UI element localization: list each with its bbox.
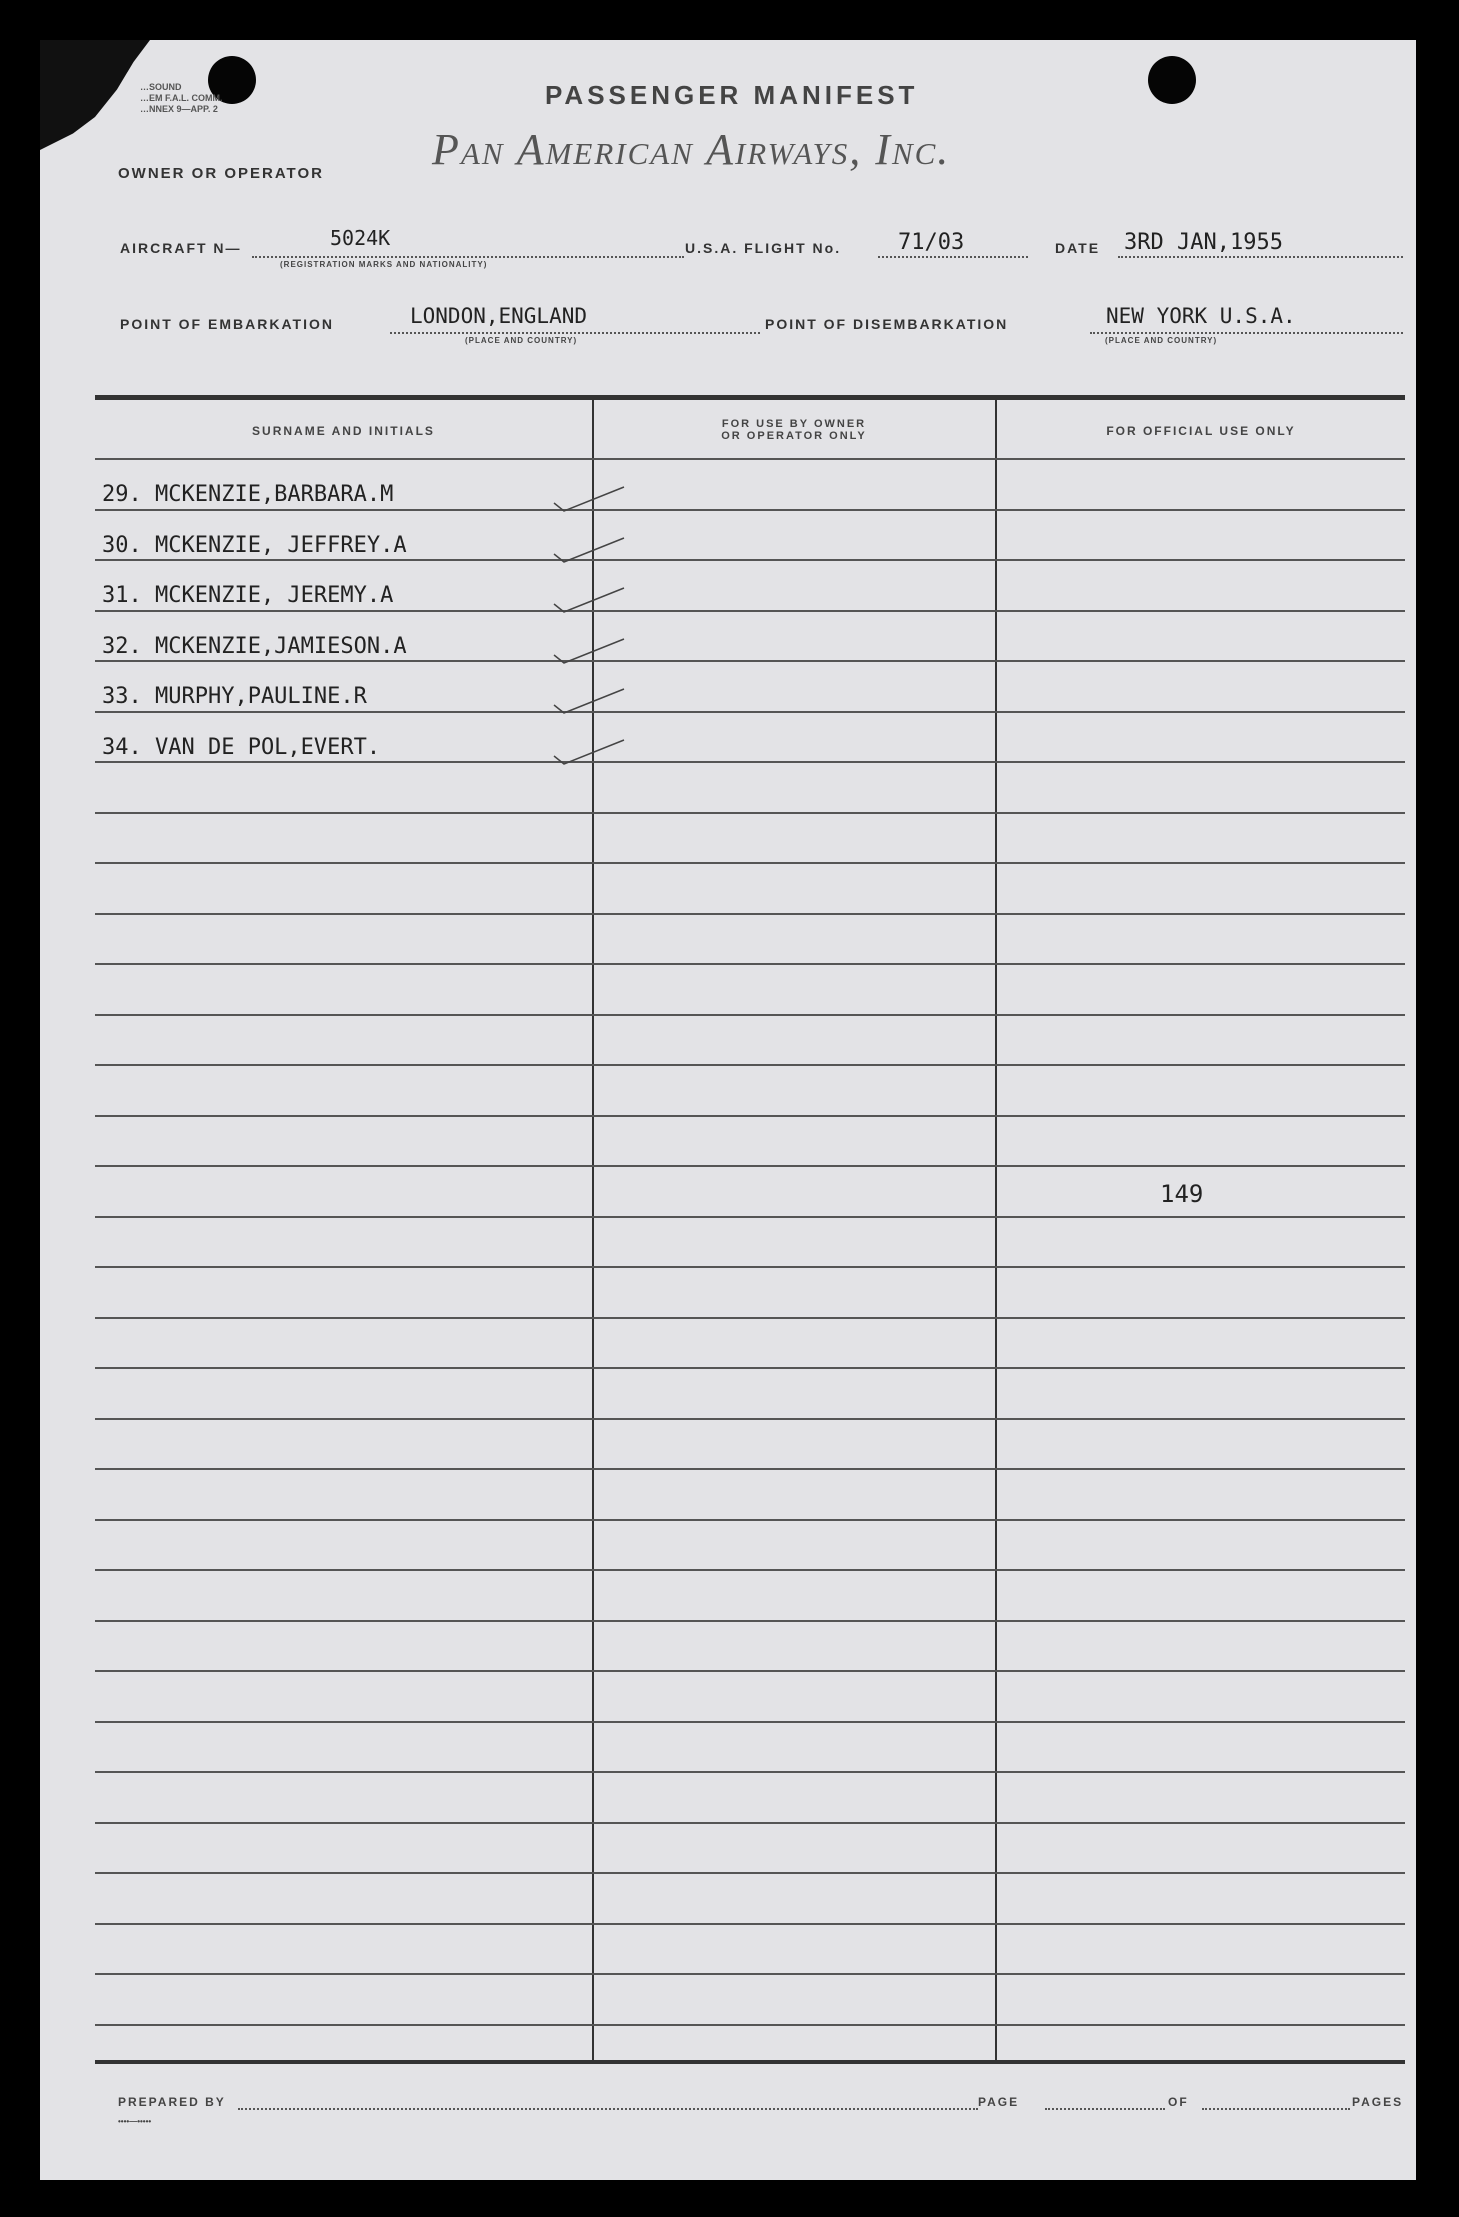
check-mark-icon bbox=[550, 586, 630, 616]
table-rule bbox=[95, 1822, 1405, 1824]
passenger-entry: 30. MCKENZIE, JEFFREY.A bbox=[102, 532, 407, 558]
table-top-rule bbox=[95, 395, 1405, 400]
page-line bbox=[1045, 2108, 1165, 2110]
passenger-entry: 33. MURPHY,PAULINE.R bbox=[102, 684, 367, 709]
table-bottom-rule bbox=[95, 2060, 1405, 2064]
column-header-owner: FOR USE BY OWNER OR OPERATOR ONLY bbox=[721, 418, 867, 442]
table-rule bbox=[95, 1115, 1405, 1117]
table-rule bbox=[95, 1620, 1405, 1622]
column-header-surname: SURNAME AND INITIALS bbox=[252, 424, 435, 438]
column-divider-2 bbox=[995, 400, 997, 2060]
table-rule bbox=[95, 660, 1405, 662]
print-code: ••••—••••• bbox=[118, 2117, 152, 2126]
table-rule bbox=[95, 1519, 1405, 1521]
table-rule bbox=[95, 711, 1405, 713]
table-rule bbox=[95, 1317, 1405, 1319]
embarkation-value: LONDON,ENGLAND bbox=[410, 304, 588, 328]
table-rule bbox=[95, 559, 1405, 561]
table-rule bbox=[95, 1721, 1405, 1723]
passenger-entry: 32. MCKENZIE,JAMIESON.A bbox=[102, 633, 407, 659]
table-rule bbox=[95, 610, 1405, 612]
date-line bbox=[1118, 256, 1403, 258]
table-rule bbox=[95, 1266, 1405, 1268]
embarkation-label: POINT OF EMBARKATION bbox=[120, 316, 334, 332]
punch-hole-right bbox=[1148, 56, 1196, 104]
embarkation-line bbox=[390, 332, 760, 334]
table-rule bbox=[95, 1216, 1405, 1218]
embarkation-sublabel: (PLACE AND COUNTRY) bbox=[465, 336, 578, 345]
table-rule bbox=[95, 963, 1405, 965]
date-value: 3RD JAN,1955 bbox=[1124, 230, 1283, 255]
aircraft-label: AIRCRAFT N— bbox=[120, 240, 242, 256]
table-rule bbox=[95, 1468, 1405, 1470]
form-reference: …SOUND …EM F.A.L. COMM. …NNEX 9—APP. 2 bbox=[140, 82, 223, 114]
check-mark-icon bbox=[550, 536, 630, 566]
table-rule bbox=[95, 1923, 1405, 1925]
table-rule bbox=[95, 1418, 1405, 1420]
flight-line bbox=[878, 256, 1028, 258]
table-rule bbox=[95, 1367, 1405, 1369]
table-rule bbox=[95, 1670, 1405, 1672]
check-mark-icon bbox=[550, 687, 630, 717]
company-name: Pan American Airways, Inc. bbox=[432, 125, 951, 174]
table-rule bbox=[95, 1014, 1405, 1016]
table-rule bbox=[95, 1569, 1405, 1571]
pages-label: PAGES bbox=[1352, 2095, 1404, 2109]
aircraft-value: 5024K bbox=[330, 226, 391, 250]
table-rule bbox=[95, 2024, 1405, 2026]
table-rule bbox=[95, 862, 1405, 864]
prepared-by-label: PREPARED BY bbox=[118, 2095, 226, 2109]
prepared-by-line bbox=[238, 2108, 978, 2110]
table-rule bbox=[95, 1064, 1405, 1066]
table-rule bbox=[95, 1872, 1405, 1874]
date-label: DATE bbox=[1055, 240, 1101, 256]
passenger-entry: 31. MCKENZIE, JEREMY.A bbox=[102, 583, 394, 608]
of-label: OF bbox=[1168, 2095, 1189, 2109]
disembarkation-line bbox=[1090, 332, 1403, 334]
flight-value: 71/03 bbox=[898, 230, 965, 255]
table-rule bbox=[95, 913, 1405, 915]
table-rule bbox=[95, 1973, 1405, 1975]
registration-sublabel: (REGISTRATION MARKS AND NATIONALITY) bbox=[280, 260, 488, 269]
of-line bbox=[1202, 2108, 1350, 2110]
owner-label: OWNER OR OPERATOR bbox=[118, 165, 324, 182]
check-mark-icon bbox=[550, 637, 630, 667]
page-number-stamp: 149 bbox=[1160, 1180, 1204, 1208]
table-rule bbox=[95, 1165, 1405, 1167]
manifest-title: PASSENGER MANIFEST bbox=[545, 80, 919, 110]
torn-corner bbox=[40, 40, 150, 150]
aircraft-line bbox=[252, 256, 684, 258]
disembarkation-label: POINT OF DISEMBARKATION bbox=[765, 316, 1009, 332]
passenger-entry: 29. MCKENZIE,BARBARA.M bbox=[102, 482, 394, 507]
passenger-entry: 34. VAN DE POL,EVERT. bbox=[102, 734, 381, 760]
table-rule bbox=[95, 458, 1405, 460]
page-label: PAGE bbox=[978, 2095, 1020, 2109]
disembarkation-sublabel: (PLACE AND COUNTRY) bbox=[1105, 336, 1218, 345]
table-rule bbox=[95, 509, 1405, 511]
table-rule bbox=[95, 1771, 1405, 1773]
table-rule bbox=[95, 812, 1405, 814]
column-header-official: FOR OFFICIAL USE ONLY bbox=[1106, 424, 1296, 438]
disembarkation-value: NEW YORK U.S.A. bbox=[1106, 304, 1296, 328]
check-mark-icon bbox=[550, 738, 630, 768]
check-mark-icon bbox=[550, 485, 630, 515]
manifest-page bbox=[40, 40, 1416, 2180]
flight-label: U.S.A. FLIGHT No. bbox=[685, 240, 842, 256]
table-rule bbox=[95, 761, 1405, 763]
